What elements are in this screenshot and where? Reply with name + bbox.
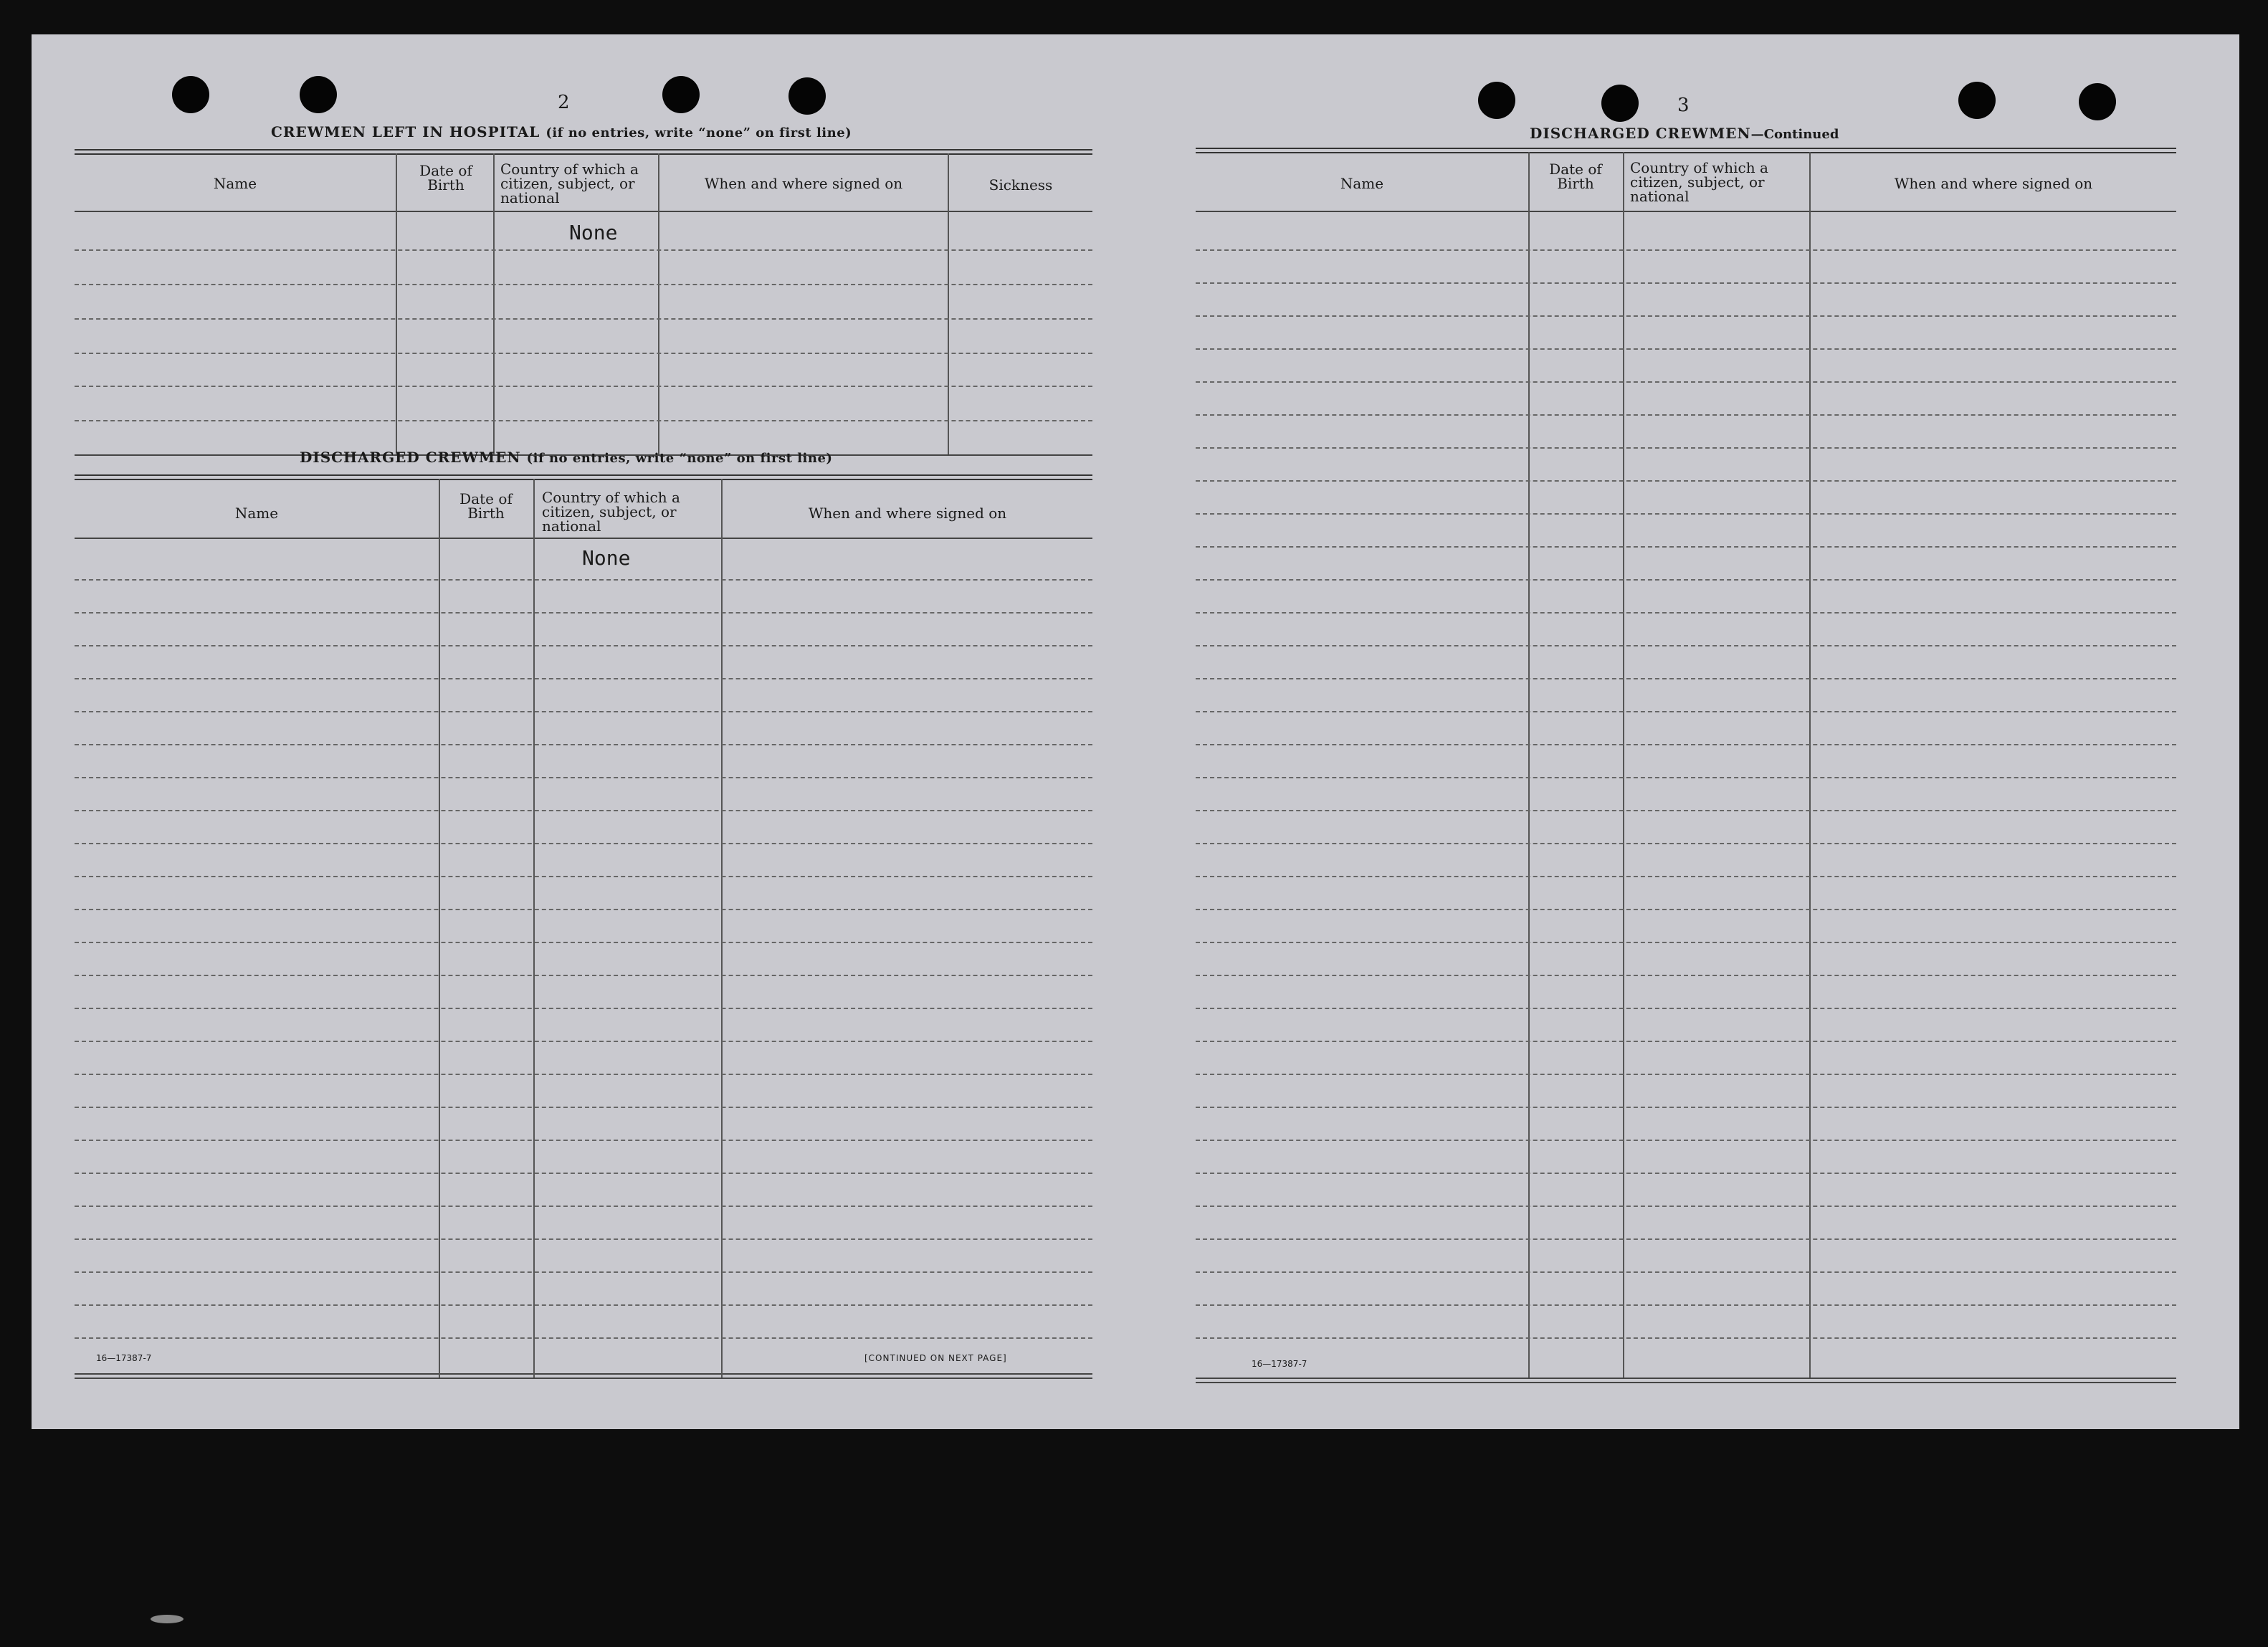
left-page bbox=[32, 34, 1135, 1429]
form-number: 16—17387-7 bbox=[96, 1353, 152, 1363]
column-header-date-of-birth: Date of Birth bbox=[1549, 161, 1602, 192]
right-page bbox=[1135, 34, 2239, 1429]
hospital-entry: None bbox=[569, 221, 618, 244]
hospital-table bbox=[75, 149, 1092, 459]
column-header-name: Name bbox=[1340, 175, 1384, 192]
column-header-country: Country of which a citizen, subject, or national bbox=[500, 161, 639, 206]
hospital-instruction: (if no entries, write “none” on first line) bbox=[545, 125, 852, 140]
discharged-entry: None bbox=[582, 546, 631, 570]
continued-note: [CONTINUED ON NEXT PAGE] bbox=[864, 1353, 1007, 1363]
discharged-continued-title: DISCHARGED CREWMEN—Continued bbox=[1530, 125, 1839, 142]
column-header-date-of-birth: Date of Birth bbox=[459, 490, 513, 522]
column-header-name: Name bbox=[234, 505, 279, 522]
column-header-country: Country of which a citizen, subject, or national bbox=[1630, 159, 1768, 205]
column-header-date-of-birth: Date of Birth bbox=[419, 162, 472, 194]
scan-artifact bbox=[151, 1615, 184, 1623]
column-header-sickness: Sickness bbox=[988, 176, 1053, 194]
column-header-country: Country of which a citizen, subject, or national bbox=[542, 489, 680, 535]
column-header-signed-on: When and where signed on bbox=[808, 505, 1007, 522]
page-number: 3 bbox=[1677, 95, 1690, 116]
page-number: 2 bbox=[558, 92, 570, 113]
document-sheet bbox=[32, 34, 2239, 1429]
continued-suffix: —Continued bbox=[1750, 127, 1839, 142]
discharged-continued-table bbox=[1196, 148, 2176, 1388]
form-number: 16—17387-7 bbox=[1252, 1359, 1307, 1369]
hospital-section-title: CREWMEN LEFT IN HOSPITAL (if no entries, write “none” on first line) bbox=[271, 123, 852, 140]
discharged-table bbox=[75, 474, 1092, 1385]
column-header-signed-on: When and where signed on bbox=[704, 175, 903, 192]
column-header-name: Name bbox=[213, 175, 257, 192]
column-header-signed-on: When and where signed on bbox=[1894, 175, 2093, 192]
discharged-section-title: DISCHARGED CREWMEN (if no entries, write “none” on first line) bbox=[300, 449, 833, 466]
discharged-instruction: (if no entries, write “none” on first line) bbox=[526, 451, 833, 466]
